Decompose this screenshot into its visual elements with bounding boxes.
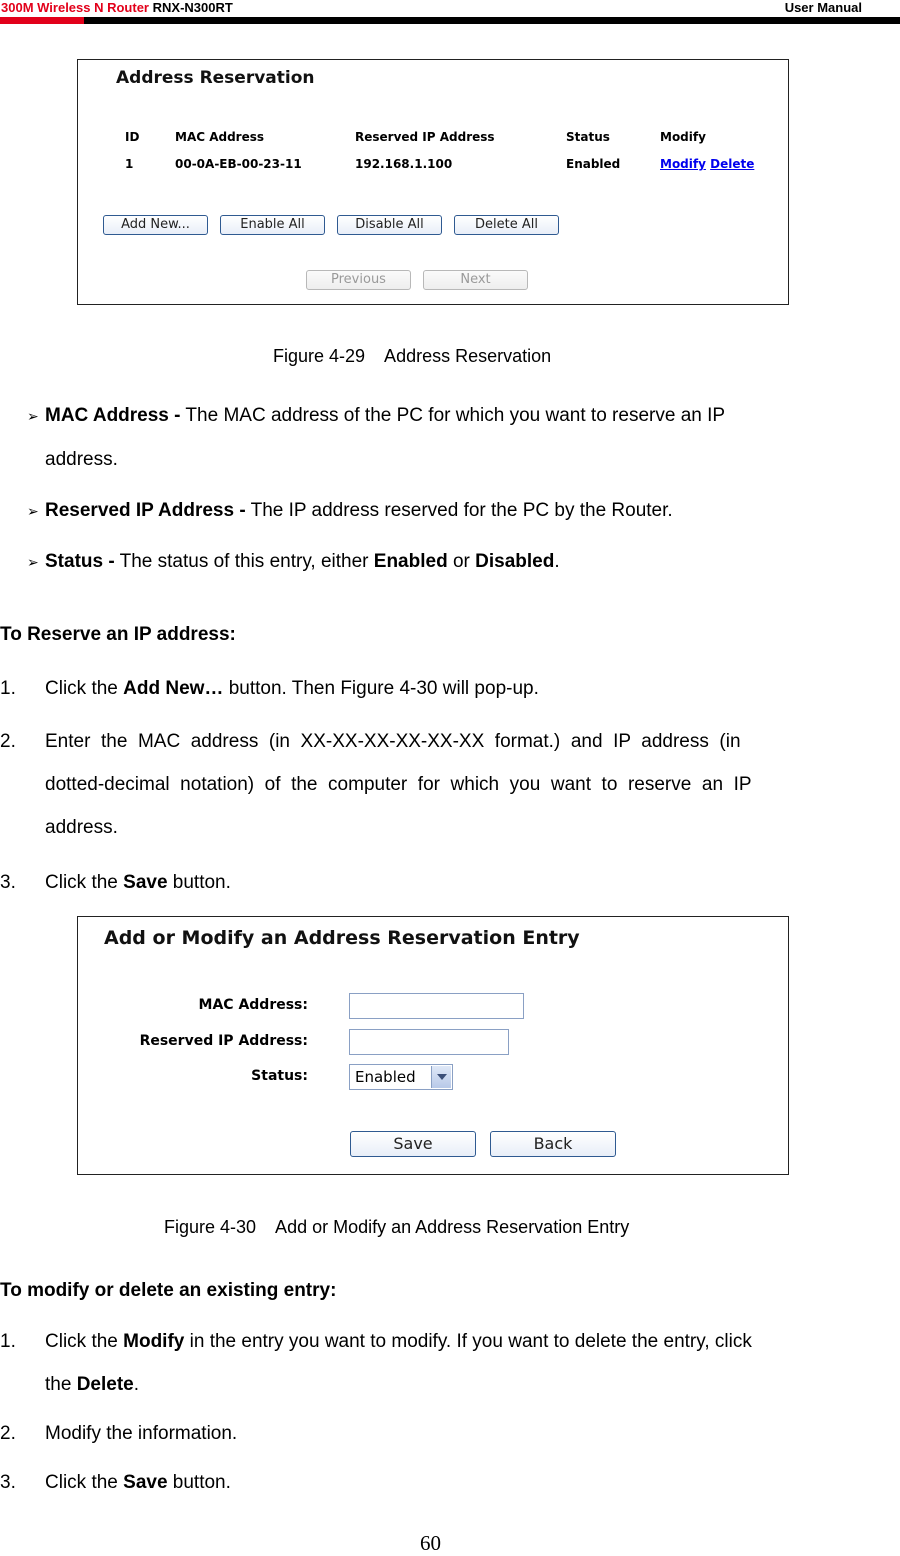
modify-heading: To modify or delete an existing entry:: [0, 1280, 337, 1301]
status-label: Status:: [251, 1068, 308, 1084]
bullet-arrow-icon: ➢: [27, 503, 39, 519]
step-bold: Save: [123, 1472, 168, 1493]
page-header: [0, 0, 900, 26]
reserve-step-1: [45, 678, 539, 700]
modify-step-1: [45, 1331, 752, 1353]
mac-label: MAC Address:: [198, 997, 308, 1013]
delete-link[interactable]: Delete: [710, 157, 755, 171]
header-rule-accent: [0, 17, 84, 24]
bullet-mac: [45, 405, 860, 427]
bullet-text: The status of this entry, either: [114, 551, 374, 572]
save-button[interactable]: Save: [350, 1131, 476, 1157]
reserved-ip-input[interactable]: [349, 1029, 509, 1055]
address-reservation-panel: [77, 59, 789, 305]
add-new-button[interactable]: Add New...: [103, 215, 208, 235]
step-number: 1.: [0, 678, 16, 699]
panel-title: Add or Modify an Address Reservation Entry: [104, 927, 580, 949]
header-brand: 300M Wireless N Router: [1, 0, 149, 15]
next-button[interactable]: Next: [423, 270, 528, 290]
modify-step-3: [45, 1472, 231, 1494]
bullet-bold: Disabled: [475, 551, 555, 572]
bullet-term: Reserved IP Address -: [45, 500, 246, 521]
step-text: in the entry you want to modify. If you want to delete the entry, click: [184, 1331, 752, 1352]
step-bold: Delete: [76, 1374, 134, 1395]
row-id: 1: [125, 157, 134, 171]
step-number: 2.: [0, 731, 16, 752]
step-text: .: [133, 1374, 140, 1395]
figure-caption-2: Figure 4-30 Add or Modify an Address Reservation Entry: [164, 1217, 630, 1237]
reserve-heading: To Reserve an IP address:: [0, 624, 236, 645]
step-text: button.: [167, 872, 231, 893]
bullet-term: Status -: [45, 551, 115, 572]
bullet-arrow-icon: ➢: [27, 554, 39, 570]
delete-all-button[interactable]: Delete All: [454, 215, 559, 235]
chevron-down-icon[interactable]: [431, 1066, 451, 1088]
row-mac: 00-0A-EB-00-23-11: [175, 157, 302, 171]
step-number: 1.: [0, 1331, 16, 1352]
step-bold: Save: [123, 872, 168, 893]
col-modify: Modify: [660, 130, 706, 144]
step-text: the: [45, 1374, 77, 1395]
panel-title: Address Reservation: [116, 68, 315, 88]
status-select[interactable]: [349, 1064, 453, 1090]
step-bold: Add New…: [123, 678, 224, 699]
bullet-reserved-ip: [45, 500, 673, 522]
reserve-step-2-line3: address.: [45, 817, 118, 838]
bullet-status: [45, 551, 560, 573]
figure-caption-1: Figure 4-29 Address Reservation: [273, 346, 552, 366]
reserve-step-2-line1: Enter the MAC address (in XX-XX-XX-XX-XX-XX format.) and IP address (in: [45, 731, 741, 752]
col-ip: Reserved IP Address: [355, 130, 495, 144]
col-mac: MAC Address: [175, 130, 265, 144]
status-select-value: Enabled: [355, 1068, 416, 1086]
col-id: ID: [125, 130, 140, 144]
step-bold: Modify: [123, 1331, 185, 1352]
step-text: Click the: [45, 678, 124, 699]
enable-all-button[interactable]: Enable All: [220, 215, 325, 235]
mac-address-input[interactable]: [349, 993, 524, 1019]
bullet-text: The IP address reserved for the PC by the Router.: [245, 500, 673, 521]
bullet-text: .: [554, 551, 560, 572]
reserved-ip-label: Reserved IP Address:: [139, 1033, 308, 1049]
modify-step-2: Modify the information.: [45, 1423, 238, 1444]
step-text: button.: [167, 1472, 231, 1493]
bullet-text: or: [447, 551, 476, 572]
step-number: 3.: [0, 1472, 16, 1493]
step-number: 2.: [0, 1423, 16, 1444]
bullet-bold: Enabled: [373, 551, 448, 572]
step-text: Click the: [45, 872, 124, 893]
header-manual: User Manual: [784, 0, 862, 15]
reserve-step-2-line2: dotted-decimal notation) of the computer for which you want to reserve an IP: [45, 774, 752, 795]
row-status: Enabled: [566, 157, 621, 171]
disable-all-button[interactable]: Disable All: [337, 215, 442, 235]
modify-step-1-line2: [45, 1374, 139, 1396]
row-actions: [660, 157, 754, 171]
header-rule: [0, 17, 900, 24]
col-status: Status: [566, 130, 610, 144]
header-model: RNX-N300RT: [152, 0, 233, 15]
bullet-term: MAC Address -: [45, 405, 181, 426]
header-title: [1, 0, 233, 15]
bullet-text: The MAC address of the PC for which you want to reserve an IP: [180, 405, 726, 426]
back-button[interactable]: Back: [490, 1131, 616, 1157]
bullet-mac-line2: address.: [45, 449, 118, 470]
step-text: Click the: [45, 1331, 124, 1352]
reserve-step-3: [45, 872, 231, 894]
add-modify-panel: [77, 916, 789, 1175]
step-text: button. Then Figure 4-30 will pop-up.: [223, 678, 539, 699]
bullet-arrow-icon: ➢: [27, 408, 39, 424]
modify-link[interactable]: Modify: [660, 157, 706, 171]
page-number: 60: [420, 1531, 441, 1555]
row-ip: 192.168.1.100: [355, 157, 453, 171]
previous-button[interactable]: Previous: [306, 270, 411, 290]
step-text: Click the: [45, 1472, 124, 1493]
step-number: 3.: [0, 872, 16, 893]
